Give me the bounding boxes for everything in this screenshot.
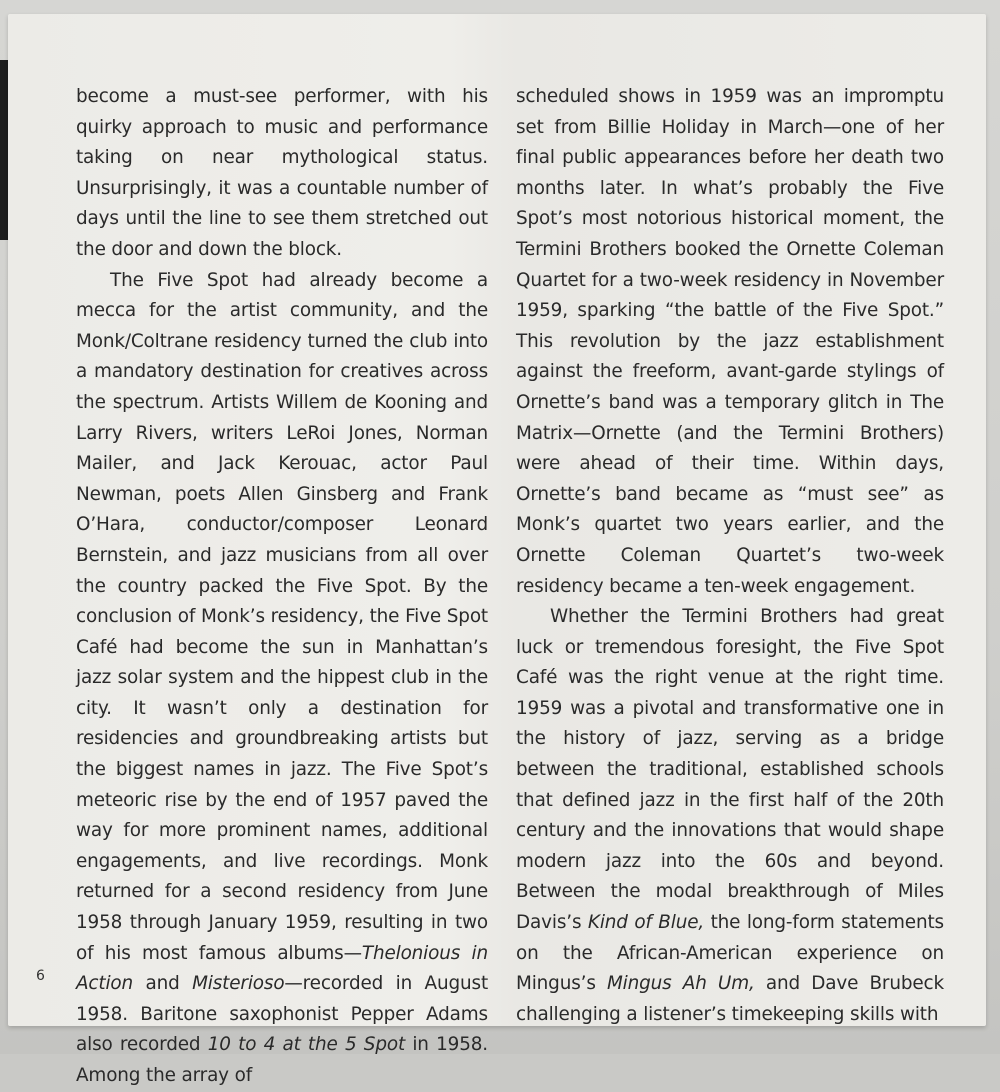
album-title: Kind of Blue,: [587, 912, 705, 934]
paragraph-five-spot-mecca: [76, 266, 488, 1092]
album-title: Thelonious in Action: [76, 942, 488, 995]
album-title: Mingus Ah Um,: [606, 973, 755, 995]
paragraph-1959-shows: scheduled shows in 1959 was an impromptu set from Billie Holiday in March—one of her final public appearances before her death two months later. In what’s probably the Five Spot’s most notorious historical moment, the Termini Brothers booked the Ornette Coleman Quartet for a two-week residency in November 1959, sparking “the battle of the Five Spot.” This revolution by the jazz establishment against the freeform, avant-garde stylings of Ornette’s band was a temporary glitch in The Matrix—Ornette (and the Termini Brothers) were ahead of their time. Within days, Ornette’s band became as “must see” as Monk’s quartet two years earlier, and the Ornette Coleman Quartet’s two-week residency became a ten-week engagement.: [516, 86, 944, 597]
paragraph-text: and: [133, 973, 193, 995]
right-text-column: [516, 82, 944, 1030]
paragraph-text: in 1958. Among the array of: [76, 1034, 488, 1086]
paragraph-text: Whether the Termini Brothers had great luck or tremendous foresight, the Five Spot Café was the right venue at the right time. 1959 was a pivotal and transformative one in the history of jazz, serving as a bridge between the traditional, established schools that defined jazz in the first half of the 20th century and the innovations that would shape modern jazz into the 60s and beyond. Between the modal breakthrough of Miles Davis’s: [516, 606, 944, 934]
booklet-page: [8, 14, 986, 1086]
album-title: 10 to 4 at the 5 Spot: [207, 1034, 406, 1056]
paragraph-text: the long-form statements on the African-American experience on Mingus’s: [516, 912, 944, 995]
album-title: Misterioso: [192, 973, 285, 995]
page-number: 6: [36, 968, 45, 984]
left-text-column: [76, 82, 488, 1092]
paragraph-continuation: become a must-see performer, with his quirky approach to music and performance taking on near mythological status. Unsurprisingly, it was a countable number of days until the line to see them stretched out the door and down the block.: [76, 86, 488, 260]
paragraph-text: and Dave Brubeck challenging a listener’s timekeeping skills with: [516, 973, 944, 1025]
paragraph-text: The Five Spot had already become a mecca for the artist community, and the Monk/Coltrane residency turned the club into a mandatory destination for creatives across the spectrum. Artists Willem de Kooning and Larry Rivers, writers LeRoi Jones, Norman Mailer, and Jack Kerouac, actor Paul Newman, poets Allen Ginsberg and Frank O’Hara, conductor/composer Leonard Bernstein, and jazz musicians from all over the country packed the Five Spot. By the conclusion of Monk’s residency, the Five Spot Café had become the sun in Manhattan’s jazz solar system and the hippest club in the city. It wasn’t only a destination for residencies and groundbreaking artists but the biggest names in jazz. The Five Spot’s meteoric rise by the end of 1957 paved the way for more prominent names, additional engagements, and live recordings. Monk returned for a second residency from June 1958 through January 1959, resulting in two of his most famous albums—: [76, 269, 488, 964]
paragraph-text: —recorded in August 1958. Baritone saxophonist Pepper Adams also recorded: [76, 973, 489, 1056]
paragraph-termini-brothers: [516, 602, 944, 1030]
